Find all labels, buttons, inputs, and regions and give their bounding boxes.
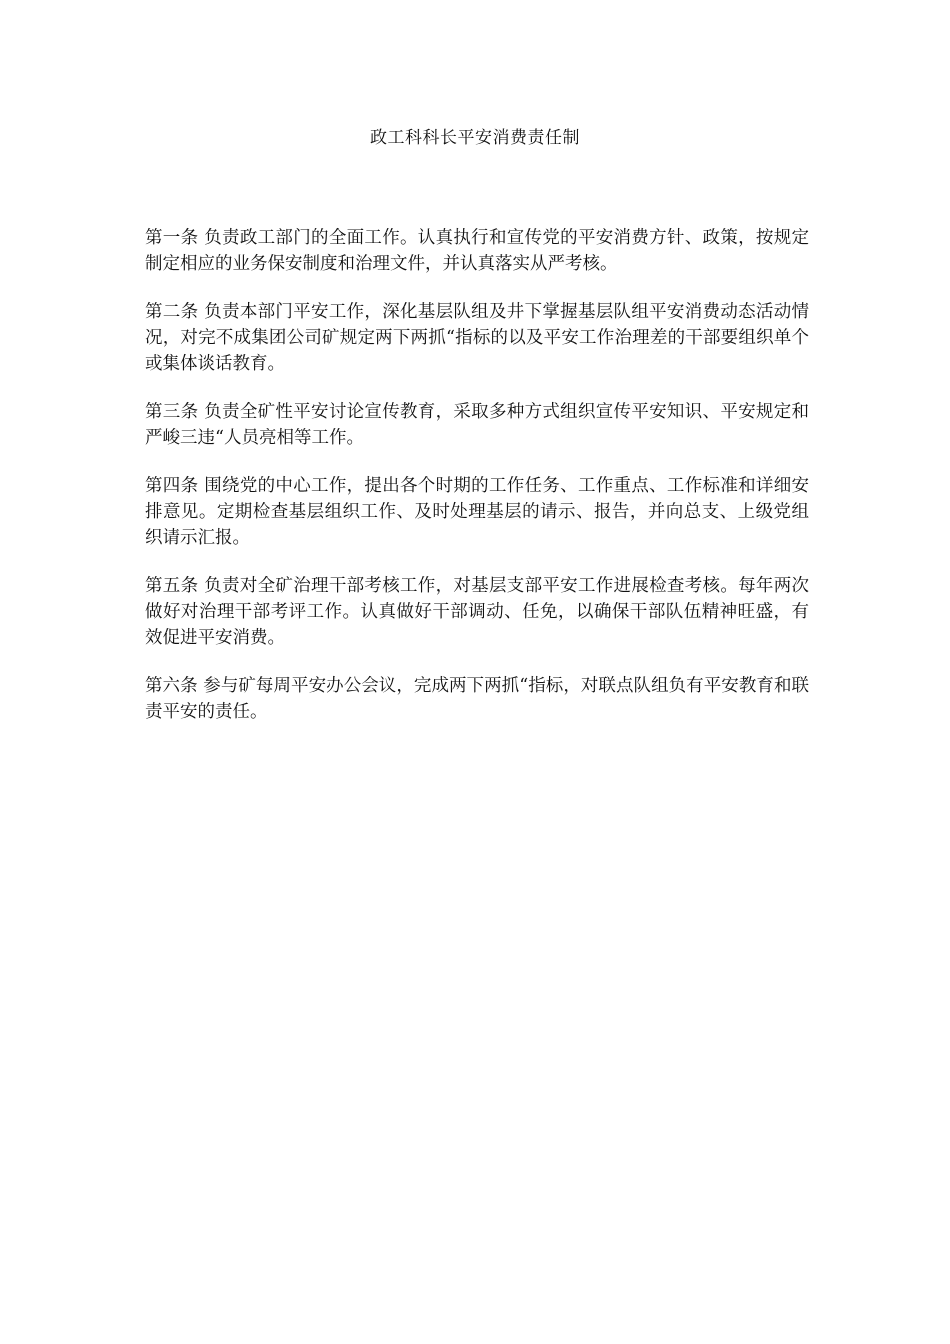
article-3: 第三条 负责全矿性平安讨论宣传教育，采取多种方式组织宣传平安知识、平安规定和严峻三违“人员亮相等工作。 xyxy=(145,402,809,448)
article-2: 第二条 负责本部门平安工作，深化基层队组及井下掌握基层队组平安消费动态活动情况，对完不成集团公司矿规定两下两抓“指标的以及平安工作治理差的干部要组织单个或集体谈话教育。 xyxy=(145,302,809,374)
article-1: 第一条 负责政工部门的全面工作。认真执行和宣传党的平安消费方针、政策，按规定制定相应的业务保安制度和治理文件，并认真落实从严考核。 xyxy=(145,228,809,274)
article-5: 第五条 负责对全矿治理干部考核工作，对基层支部平安工作进展检查考核。每年两次做好对治理干部考评工作。认真做好干部调动、任免，以确保干部队伍精神旺盛，有效促进平安消费。 xyxy=(145,576,809,648)
document-body xyxy=(145,225,809,747)
document-title: 政工科科长平安消费责任制 xyxy=(370,128,580,148)
article-6: 第六条 参与矿每周平安办公会议，完成两下两抓“指标，对联点队组负有平安教育和联责平安的责任。 xyxy=(145,676,809,722)
article-4: 第四条 围绕党的中心工作，提出各个时期的工作任务、工作重点、工作标准和详细安排意见。定期检查基层组织工作、及时处理基层的请示、报告，并向总支、上级党组织请示汇报。 xyxy=(145,476,809,548)
